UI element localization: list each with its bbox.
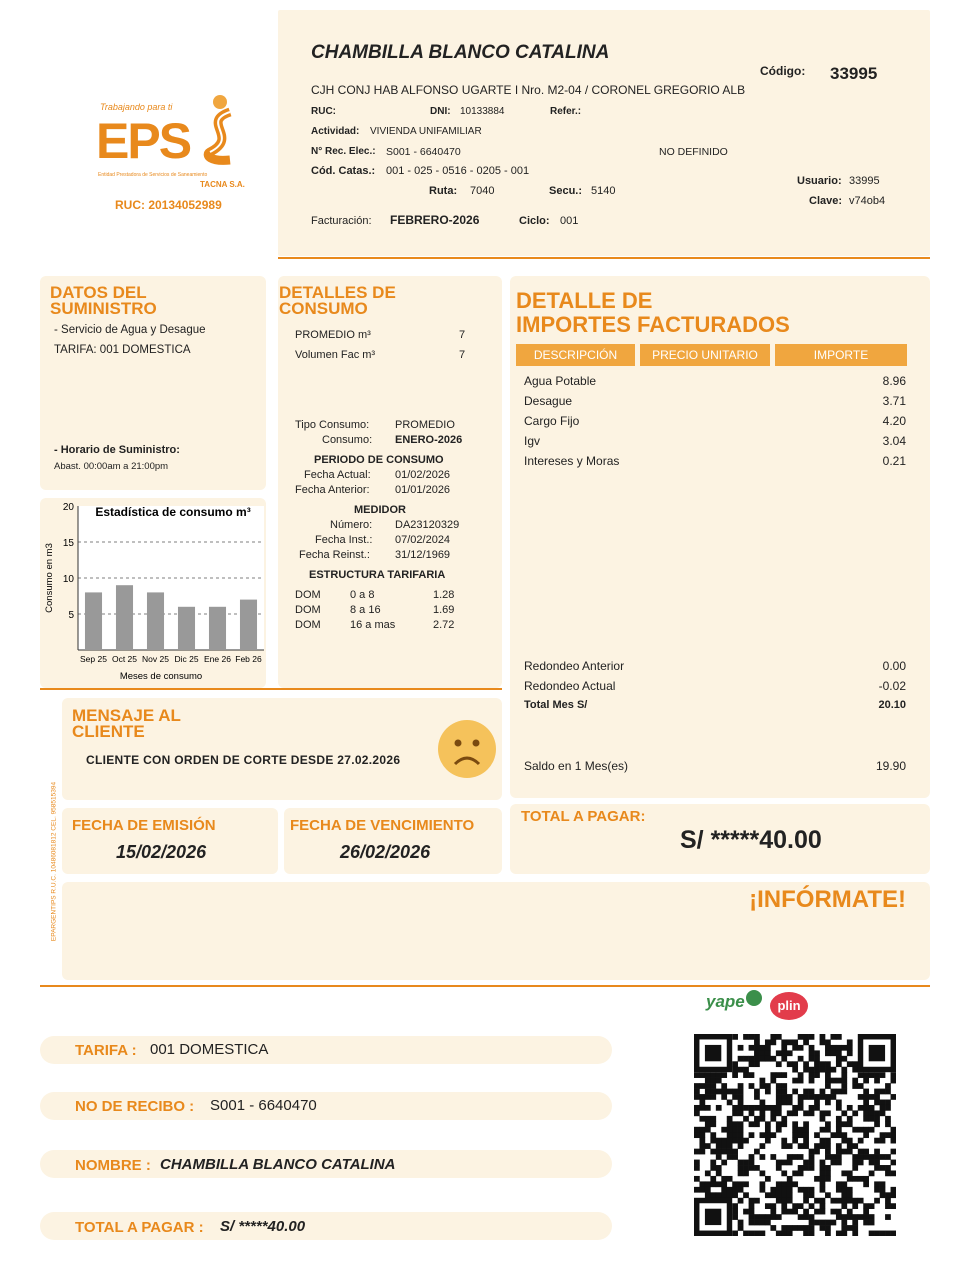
periodo-title: PERIODO DE CONSUMO (314, 454, 444, 466)
sad-face-icon (436, 718, 498, 780)
stub-nombre-label: NOMBRE : (75, 1157, 151, 1174)
numero-value: DA23120329 (395, 519, 460, 531)
secu-value: 5140 (591, 185, 616, 197)
chart-bar (240, 600, 257, 650)
tipo-consumo-label: Tipo Consumo: (295, 419, 370, 431)
mensaje-divider (40, 688, 502, 690)
tarifa-row-rango: 16 a mas (350, 619, 396, 631)
stub-divider (40, 985, 930, 987)
fecha-anterior-value: 01/01/2026 (395, 484, 451, 496)
chart-ytick-label: 10 (62, 574, 74, 585)
ciclo-value: 001 (560, 215, 579, 227)
chart-bar (209, 607, 226, 650)
rec-elec-label: N° Rec. Elec.: (311, 146, 376, 157)
mensaje-title-2: CLIENTE (72, 722, 145, 741)
tarifa-row-rango: 0 a 8 (350, 589, 375, 601)
customer-name: CHAMBILLA BLANCO CATALINA (311, 42, 610, 63)
secu-label: Secu.: (549, 185, 583, 197)
yape-logo: yape (706, 992, 745, 1011)
qr-code[interactable] (694, 1034, 896, 1236)
facturacion-label: Facturación: (311, 215, 372, 227)
stub-recibo-label: NO DE RECIBO : (75, 1098, 195, 1115)
informate-title: ¡INFÓRMATE! (749, 886, 906, 913)
consumo-value: ENERO-2026 (395, 434, 463, 446)
mensaje-title-1: MENSAJE AL (72, 706, 181, 725)
total-label: TOTAL A PAGAR: (521, 808, 646, 825)
chart-xtick-label: Dic 25 (174, 654, 199, 664)
importe-item-desc: Igv (524, 434, 541, 448)
importe-item-value: 3.71 (882, 394, 906, 408)
customer-address: CJH CONJ HAB ALFONSO UGARTE I Nro. M2-04 / CORONEL GREGORIO ALB (311, 83, 746, 97)
ruta-label: Ruta: (429, 185, 458, 197)
chart-xtick-label: Ene 26 (204, 654, 231, 664)
tarifa-row-tipo: DOM (295, 589, 321, 601)
total-mes-value: 20.10 (878, 699, 906, 711)
consumo-label: Consumo: (322, 434, 373, 446)
horario-label: - Horario de Suministro: (54, 444, 180, 456)
suministro-title-1: DATOS DEL (50, 283, 147, 302)
col-header-descripcion: DESCRIPCIÓN (516, 344, 635, 366)
col-header-importe: IMPORTE (775, 344, 907, 366)
stub-tarifa-label: TARIFA : (75, 1042, 137, 1059)
vencimiento-value: 26/02/2026 (340, 842, 431, 862)
mensaje-text: CLIENTE CON ORDEN DE CORTE DESDE 27.02.2026 (86, 753, 401, 767)
codigo-value: 33995 (830, 64, 878, 83)
chart-xlabel: Meses de consumo (119, 671, 203, 682)
volumen-label: Volumen Fac m³ (295, 349, 376, 361)
consumo-title-2: CONSUMO (279, 299, 368, 318)
usuario-label: Usuario: (797, 175, 842, 187)
clave-label: Clave: (809, 195, 843, 207)
col-header-precio: PRECIO UNITARIO (640, 344, 770, 366)
ruc-label: RUC: (311, 106, 336, 117)
dni-label: DNI: (430, 106, 451, 117)
medidor-title: MEDIDOR (354, 504, 406, 516)
tipo-consumo-value: PROMEDIO (395, 419, 455, 431)
catastro-label: Cód. Catas.: (311, 165, 376, 177)
importe-item-desc: Cargo Fijo (524, 414, 580, 428)
saldo-value: 19.90 (875, 759, 906, 773)
stub-total-label: TOTAL A PAGAR : (75, 1219, 204, 1236)
horario-value: Abast. 00:00am a 21:00pm (54, 461, 169, 472)
suministro-title-2: SUMINISTRO (50, 299, 157, 318)
importe-item-value: 8.96 (882, 374, 906, 388)
importes-title-2: IMPORTES FACTURADOS (516, 312, 790, 337)
catastro-value: 001 - 025 - 0516 - 0205 - 001 (386, 165, 530, 177)
total-mes-label: Total Mes S/ (524, 699, 588, 711)
importe-item-desc: Agua Potable (524, 374, 597, 388)
redondeo-actual-label: Redondeo Actual (524, 679, 616, 693)
numero-label: Número: (330, 519, 373, 531)
tarifa-row-tipo: DOM (295, 619, 321, 631)
stub-total-value: S/ *****40.00 (220, 1218, 306, 1235)
chart-bar (116, 585, 133, 650)
promedio-label: PROMEDIO m³ (295, 329, 371, 341)
usuario-value: 33995 (849, 175, 880, 187)
tarifa-row-rango: 8 a 16 (350, 604, 381, 616)
fecha-inst-label: Fecha Inst.: (315, 534, 373, 546)
logo-subtitle: Entidad Prestadora de Servicios de Saneamiento (98, 172, 208, 178)
importe-item-value: 0.21 (882, 454, 906, 468)
estructura-title: ESTRUCTURA TARIFARIA (309, 569, 446, 581)
codigo-label: Código: (760, 64, 806, 78)
fecha-actual-value: 01/02/2026 (395, 469, 451, 481)
chart-ytick-label: 15 (62, 538, 74, 549)
tarifa-row-precio: 2.72 (433, 619, 455, 631)
chart-title: Estadística de consumo m³ (95, 505, 251, 519)
fecha-reinst-value: 31/12/1969 (395, 549, 451, 561)
importes-title-1: DETALLE DE (516, 288, 653, 313)
vencimiento-label: FECHA DE VENCIMIENTO (290, 817, 475, 834)
fecha-inst-value: 07/02/2024 (395, 534, 451, 546)
tarifa-row-precio: 1.28 (433, 589, 455, 601)
servicio-text: - Servicio de Agua y Desague (54, 324, 206, 336)
chart-ytick-label: 20 (62, 502, 74, 513)
actividad-label: Actividad: (311, 126, 360, 137)
logo-city: TACNA S.A. (200, 180, 245, 189)
importe-item-desc: Intereses y Moras (524, 454, 620, 468)
logo-tagline: Trabajando para ti (100, 102, 173, 112)
yape-badge-icon (746, 990, 762, 1006)
saldo-label: Saldo en 1 Mes(es) (524, 759, 629, 773)
chart-xtick-label: Sep 25 (80, 654, 107, 664)
chart-xtick-label: Feb 26 (235, 654, 262, 664)
fecha-actual-label: Fecha Actual: (304, 469, 371, 481)
actividad-value: VIVIENDA UNIFAMILIAR (370, 126, 482, 137)
logo-letters: EPS (96, 113, 191, 169)
plin-logo: plin (770, 992, 808, 1020)
total-value: S/ *****40.00 (680, 826, 822, 854)
header-divider (278, 257, 930, 259)
side-print-text: EPARGENTIPS R.U.C. 10486081812 CEL. 958515394 (50, 781, 58, 942)
facturacion-value: FEBRERO-2026 (390, 213, 480, 227)
ciclo-label: Ciclo: (519, 215, 550, 227)
logo-ruc: RUC: 20134052989 (115, 198, 222, 212)
fecha-anterior-label: Fecha Anterior: (295, 484, 370, 496)
promedio-value: 7 (459, 329, 466, 341)
stub-recibo-value: S001 - 6640470 (210, 1097, 317, 1114)
consumption-chart (40, 498, 266, 688)
emision-value: 15/02/2026 (116, 842, 207, 862)
tarifa-row-tipo: DOM (295, 604, 321, 616)
stub-tarifa-value: 001 DOMESTICA (150, 1041, 269, 1058)
chart-xtick-label: Oct 25 (111, 654, 138, 664)
fecha-reinst-label: Fecha Reinst.: (299, 549, 370, 561)
logo-swirl-icon (190, 92, 250, 172)
refer-label: Refer.: (550, 106, 582, 117)
redondeo-anterior-label: Redondeo Anterior (524, 659, 625, 673)
consumo-title-1: DETALLES DE (279, 283, 396, 302)
chart-ylabel: Consumo en m3 (44, 543, 55, 613)
chart-xtick-label: Nov 25 (142, 654, 169, 664)
ruta-value: 7040 (470, 185, 495, 197)
stub-nombre-value: CHAMBILLA BLANCO CATALINA (160, 1156, 396, 1173)
redondeo-anterior-value: 0.00 (882, 659, 906, 673)
dni-value: 10133884 (460, 106, 505, 117)
chart-bar (178, 607, 195, 650)
rec-elec-value: S001 - 6640470 (386, 146, 461, 158)
tarifa-text: TARIFA: 001 DOMESTICA (54, 344, 191, 356)
tarifa-row-precio: 1.69 (433, 604, 455, 616)
importe-item-desc: Desague (524, 394, 573, 408)
chart-ytick-label: 5 (68, 610, 74, 621)
clave-value: v74ob4 (849, 195, 886, 207)
no-definido-text: NO DEFINIDO (659, 146, 728, 158)
emision-label: FECHA DE EMISIÓN (72, 817, 216, 834)
chart-bar (147, 592, 164, 650)
importe-item-value: 3.04 (882, 434, 906, 448)
chart-bar (85, 592, 102, 650)
importe-item-value: 4.20 (882, 414, 906, 428)
redondeo-actual-value: -0.02 (878, 679, 906, 693)
volumen-value: 7 (459, 349, 466, 361)
